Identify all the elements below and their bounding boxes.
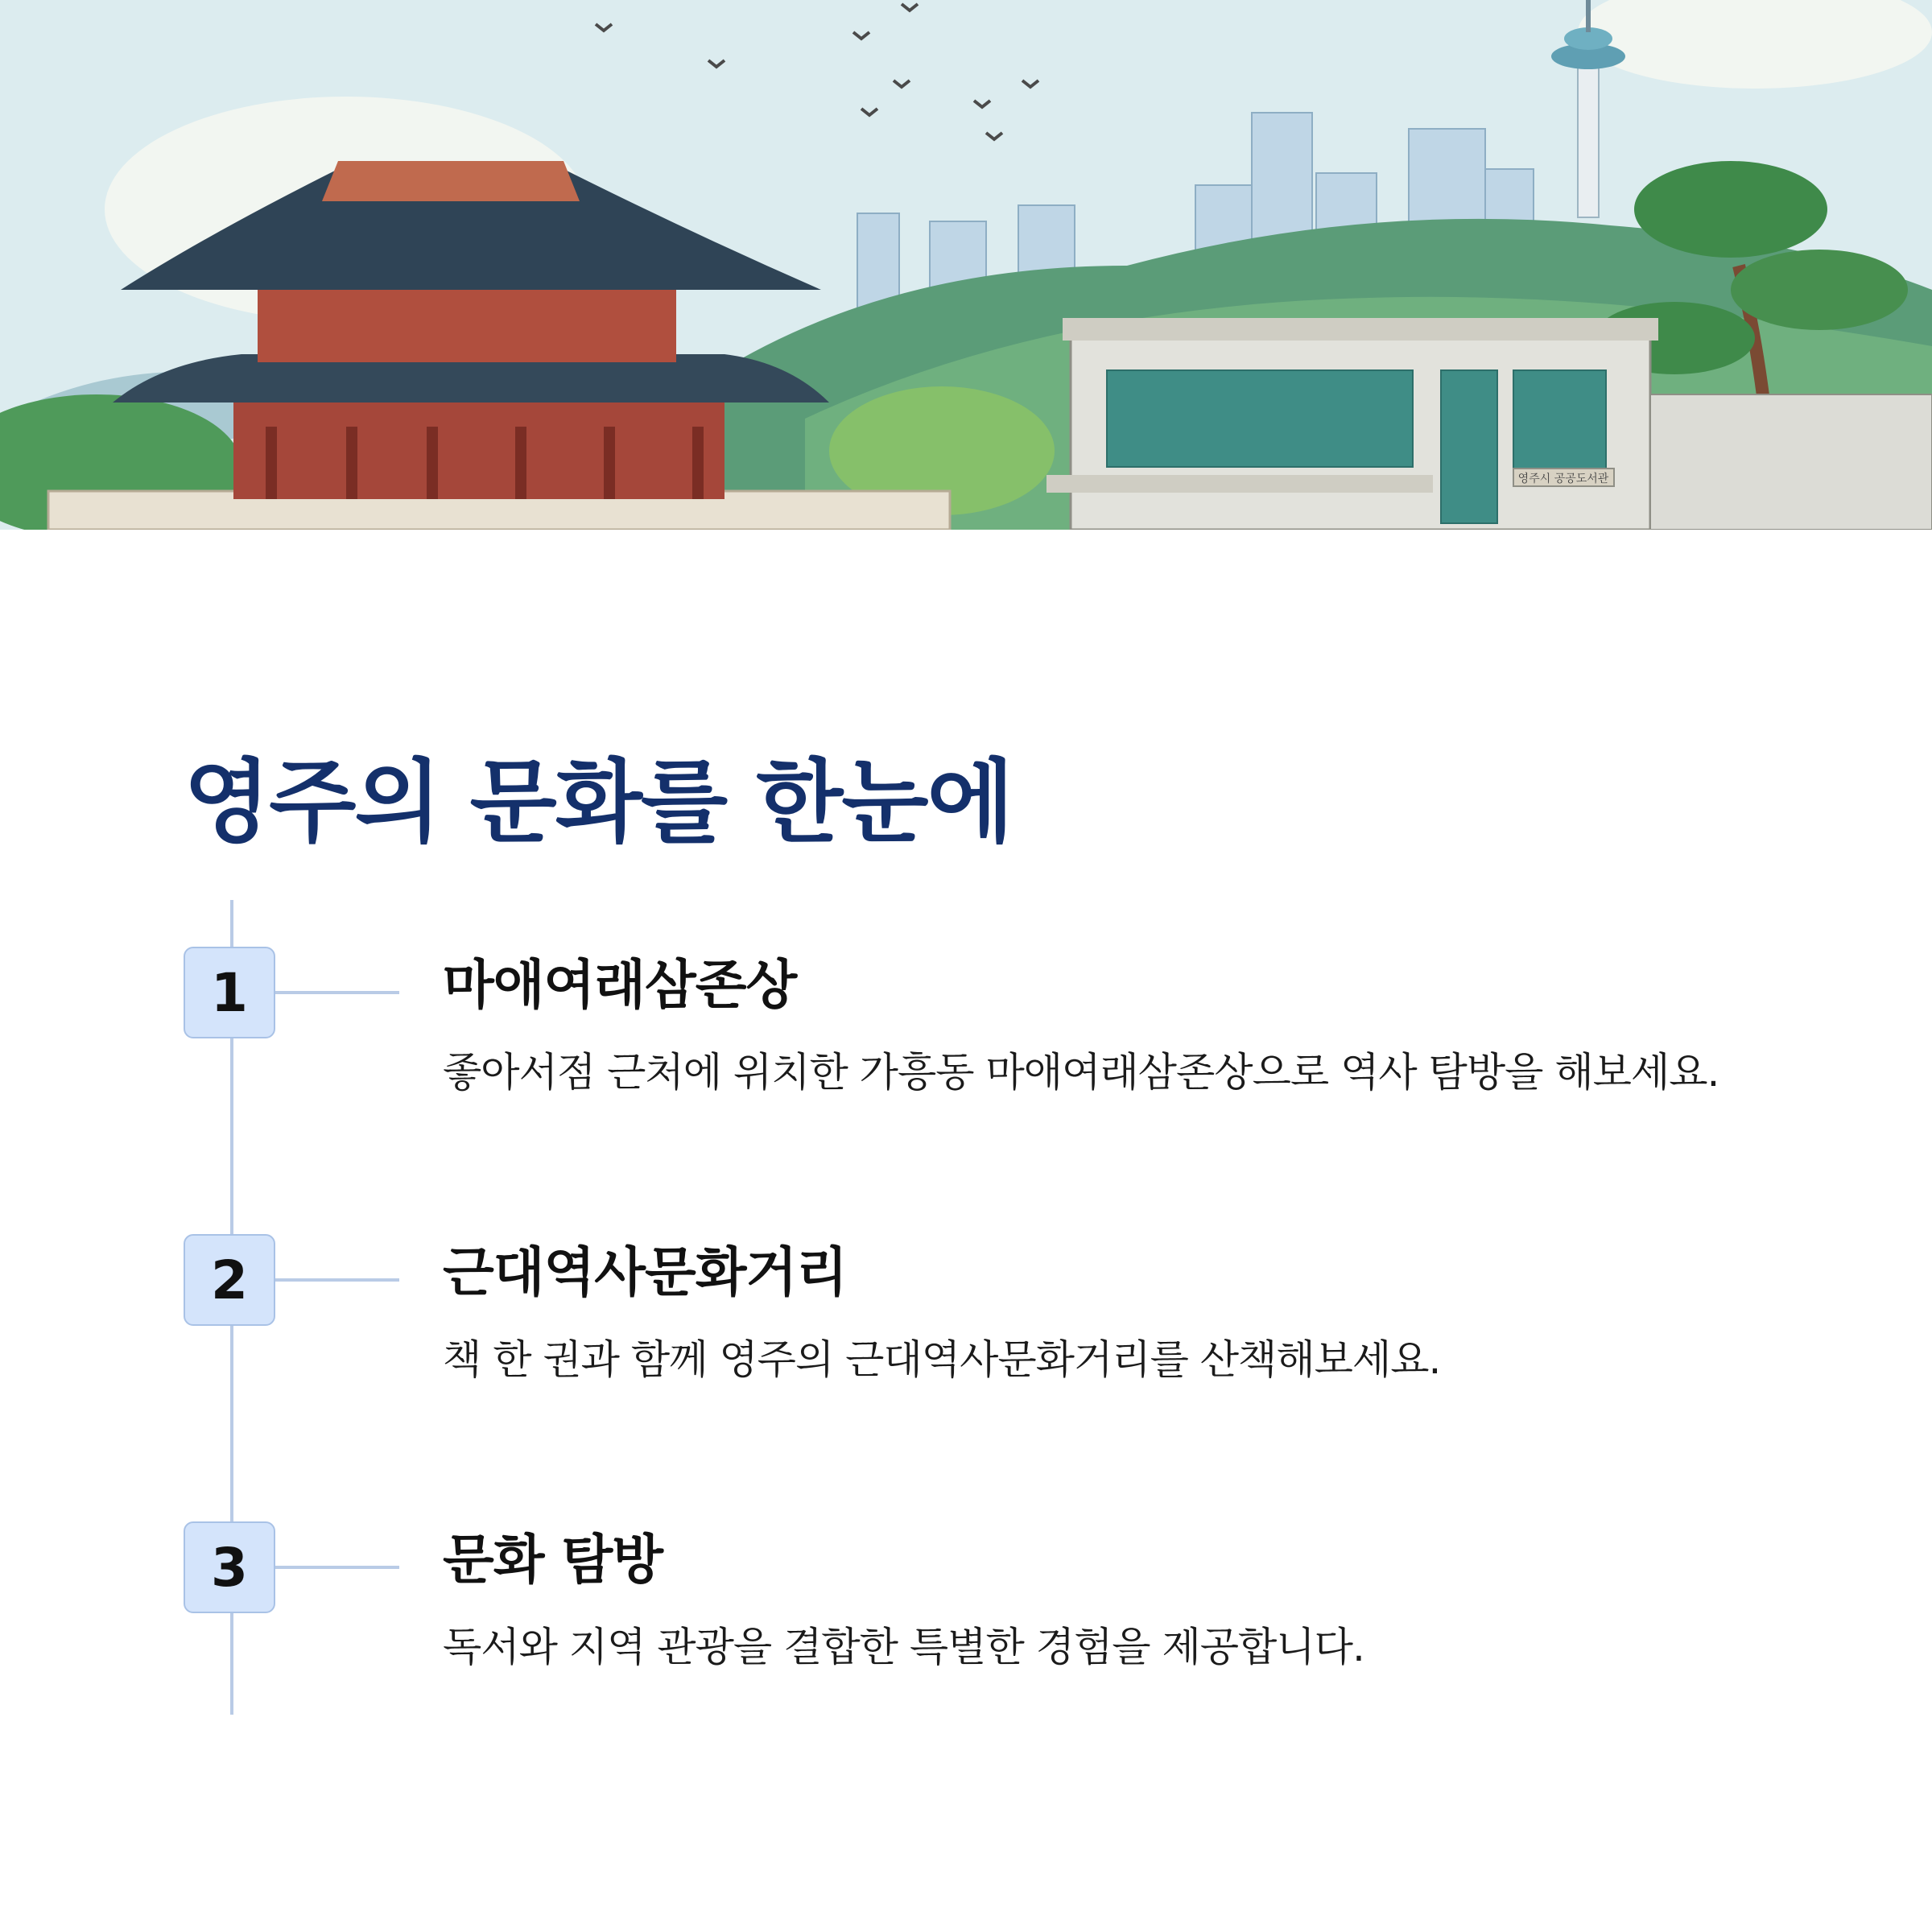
timeline-connector <box>275 1278 399 1282</box>
step-title: 문화 탐방 <box>443 1529 663 1591</box>
step-number-badge: 3 <box>184 1521 275 1613</box>
step-title: 근대역사문화거리 <box>443 1241 848 1303</box>
hero-illustration <box>0 0 1932 530</box>
step-number-badge: 2 <box>184 1234 275 1326</box>
library-sign: 영주시 공공도서관 <box>1517 473 1609 485</box>
timeline-step <box>0 1234 1932 1443</box>
step-description: 책 한 권과 함께 영주의 근대역사문화거리를 산책해보세요. <box>443 1336 1441 1383</box>
page-title: 영주의 문화를 한눈에 <box>184 750 1013 855</box>
hero-scene <box>0 0 1932 530</box>
timeline-connector <box>275 991 399 994</box>
step-title: 마애여래삼존상 <box>443 954 797 1016</box>
step-description: 독서와 지역 관광을 결합한 특별한 경험을 제공합니다. <box>443 1624 1364 1670</box>
step-description: 좋아서점 근처에 위치한 가흥동 마애여래삼존상으로 역사 탐방을 해보세요. <box>443 1049 1719 1096</box>
timeline-connector <box>275 1566 399 1569</box>
step-number-badge: 1 <box>184 947 275 1038</box>
timeline-step <box>0 1521 1932 1731</box>
timeline-step <box>0 947 1932 1156</box>
